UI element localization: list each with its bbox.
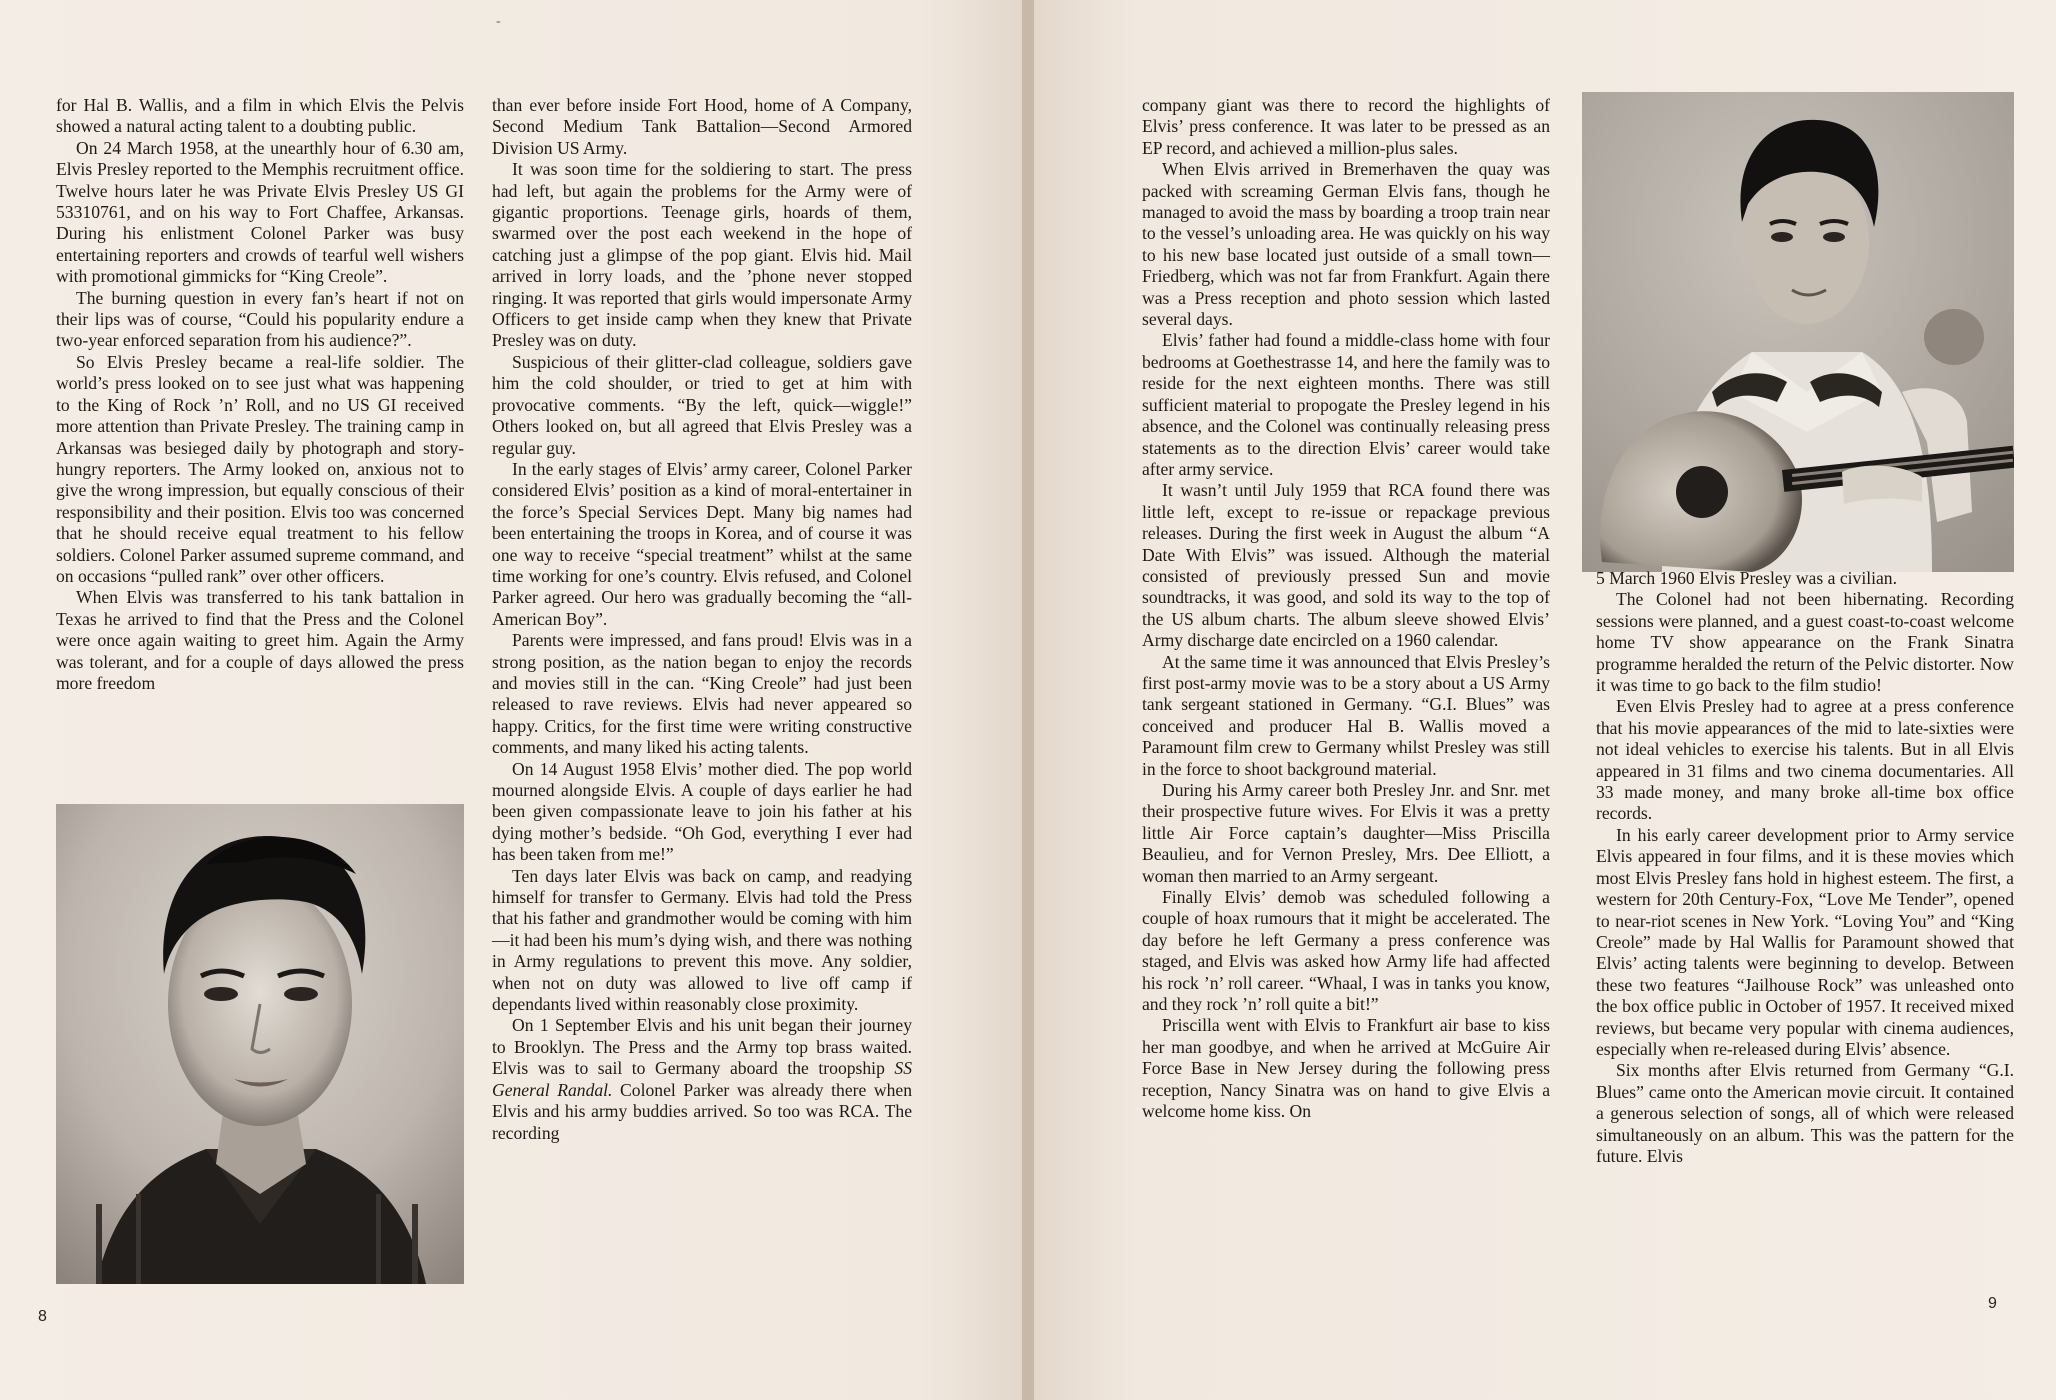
paragraph: The Colonel had not been hibernating. Recording sessions were planned, and a guest coast-to-coast welcome home TV show appearance on the Frank Sinatra programme heralded the return of the Pelvic distorter. Now it was time to go back to the film studio! xyxy=(1596,589,2014,696)
page-number: 9 xyxy=(1988,1295,1997,1312)
page-number: 8 xyxy=(38,1308,47,1325)
paragraph: It wasn’t until July 1959 that RCA found there was little left, except to re-issue or repackage previous releases. During the first week in August the album “A Date With Elvis” was issued. Although the material consisted of previously pressed Sun and movie soundtracks, it was good, and sold its way to the top of the US album charts. The album sleeve showed Elvis’ Army discharge date encircled on a 1960 calendar. xyxy=(1142,480,1550,651)
paragraph: During his Army career both Presley Jnr. and Snr. met their prospective future wives. For Elvis it was a pretty little Air Force captain’s daughter—Miss Priscilla Beaulieu, and for Vernon Presley, Mrs. Dee Elliott, a woman then married to an Army sergeant. xyxy=(1142,780,1550,886)
print-mark: - xyxy=(496,14,501,29)
paragraph: At the same time it was announced that Elvis Presley’s first post-army movie was to be a story about a US Army tank sergeant stationed in Germany. “G.I. Blues” was conceived and producer Hal B. Wallis moved a Paramount film crew to Germany whilst Presley was still in the force to shoot background material. xyxy=(1142,651,1550,779)
right-page-column-1 xyxy=(1142,95,1550,1123)
paragraph: Even Elvis Presley had to agree at a press conference that his movie appearances of the mid to late-sixties were not ideal vehicles to exercise his talents. But in all Elvis appeared in 31 films and two cinema documentaries. All 33 made money, and many broke all-time box office records. xyxy=(1596,696,2014,824)
elvis-guitar-photo xyxy=(1582,92,2014,572)
paragraph: 5 March 1960 Elvis Presley was a civilian. xyxy=(1596,568,1897,588)
paragraph: company giant was there to record the highlights of Elvis’ press conference. It was later to be pressed as an EP record, and achieved a million-plus sales. xyxy=(1142,95,1550,158)
left-page-column-2 xyxy=(492,95,912,1144)
paragraph: On 14 August 1958 Elvis’ mother died. The pop world mourned alongside Elvis. A couple of days earlier he had been given compassionate leave to join his father at his dying mother’s bedside. “Oh God, everything I ever had has been taken from me!” xyxy=(492,758,912,865)
paragraph: Finally Elvis’ demob was scheduled following a couple of hoax rumours that it might be accelerated. The day before he left Germany a press conference was staged, and Elvis was asked how Army life had affected his rock ’n’ roll career. “Whaal, I was in tanks you know, and they rock ’n’ roll quite a bit!” xyxy=(1142,887,1550,1015)
ship-name: SS General Randal. xyxy=(492,1058,912,1100)
paragraph: Six months after Elvis returned from Germany “G.I. Blues” came onto the American movie circuit. It contained a generous selection of songs, all of which were released simultaneously on an album. This was the pattern for the future. Elvis xyxy=(1596,1060,2014,1166)
paragraph: When Elvis was transferred to his tank battalion in Texas he arrived to find that the Press and the Colonel were once again waiting to greet him. Again the Army was tolerant, and for a couple of days allowed the press more freedom xyxy=(56,587,464,693)
paragraph: Ten days later Elvis was back on camp, and readying himself for transfer to Germany. Elvis had told the Press that his father and grandmother would be coming with him—it had been his mum’s dying wish, and there was nothing in Army regulations to prevent this move. Any soldier, when not on duty was allowed to live off camp if dependants lived within reasonably close proximity. xyxy=(492,865,912,1015)
left-page xyxy=(0,0,1022,1400)
paragraph: Parents were impressed, and fans proud! Elvis was in a strong position, as the nation began to enjoy the records and movies still in the can. “King Creole” had just been released to rave reviews. Elvis had never appeared so happy. Critics, for the first time were writing constructive comments, and many liked his acting talents. xyxy=(492,630,912,758)
paragraph: for Hal B. Wallis, and a film in which Elvis the Pelvis showed a natural acting talent to a doubting public. xyxy=(56,95,464,137)
paragraph xyxy=(492,1015,912,1143)
paragraph: The burning question in every fan’s heart if not on their lips was of course, “Could his popularity endure a two-year enforced separation from his audience?”. xyxy=(56,287,464,351)
paragraph: So Elvis Presley became a real-life soldier. The world’s press looked on to see just what was happening to the King of Rock ’n’ Roll, and no US GI received more attention than Private Presley. The training camp in Arkansas was besieged daily by photograph and story-hungry reporters. The Army looked on, anxious not to give the wrong impression, but equally conscious of their responsibility and their position. Elvis too was concerned that he should receive equal treatment to his fellow soldiers. Colonel Parker assumed supreme command, and on occasions “pulled rank” over other officers. xyxy=(56,351,464,586)
left-page-column-1 xyxy=(56,95,464,694)
paragraph: In his early career development prior to Army service Elvis appeared in four films, and it is these movies which most Elvis Presley fans hold in highest esteem. The first, a western for 20th Century-Fox, “Love Me Tender”, opened to near-riot scenes in New York. “Loving You” and “King Creole” made by Hal Wallis for Paramount showed that Elvis’ acting talents were beginning to develop. Between these two features “Jailhouse Rock” was unleashed onto the box office public in October of 1957. It received mixed reviews, but became very popular with cinema audiences, especially when re-released during Elvis’ absence. xyxy=(1596,824,2014,1059)
right-page xyxy=(1034,0,2056,1400)
paragraph: In the early stages of Elvis’ army career, Colonel Parker considered Elvis’ position as a kind of moral-entertainer in the force’s Special Services Dept. Many big names had been entertaining the troops in Korea, and of course it was one way to receive “special treatment” whilst at the same time working for one’s country. Elvis refused, and Colonel Parker agreed. Our hero was gradually becoming the “all-American Boy”. xyxy=(492,458,912,629)
paragraph: Priscilla went with Elvis to Frankfurt air base to kiss her man goodbye, and when he arrived at McGuire Air Force Base in New Jersey during the following press reception, Nancy Sinatra was on hand to give Elvis a welcome home kiss. On xyxy=(1142,1015,1550,1122)
paragraph-text: Colonel Parker was already there when Elvis and his army buddies arrived. So too was RCA. The recording xyxy=(492,1079,912,1143)
paragraph: than ever before inside Fort Hood, home of A Company, Second Medium Tank Battalion—Second Armored Division US Army. xyxy=(492,95,912,158)
paragraph: Elvis’ father had found a middle-class home with four bedrooms at Goethestrasse 14, and here the family was to reside for the next eighteen months. There was still sufficient material to propogate the Presley legend in his absence, and the Colonel was continually releasing press statements as to the direction Elvis’ career would take after army service. xyxy=(1142,330,1550,479)
paragraph: Suspicious of their glitter-clad colleague, soldiers gave him the cold shoulder, or tried to get at him with provocative comments. “By the left, quick—wiggle!” Others looked on, but all agreed that Elvis Presley was a regular guy. xyxy=(492,351,912,458)
paragraph: It was soon time for the soldiering to start. The press had left, but again the problems for the Army were of gigantic proportions. Teenage girls, hoards of them, swarmed over the post each weekend in the hope of catching just a glimpse of the pop giant. Elvis hid. Mail arrived in lorry loads, and the ’phone never stopped ringing. It was reported that girls would impersonate Army Officers to get inside camp when they knew that Private Presley was on duty. xyxy=(492,159,912,351)
elvis-portrait-photo xyxy=(56,804,464,1284)
paragraph: On 24 March 1958, at the unearthly hour of 6.30 am, Elvis Presley reported to the Memphis recruitment office. Twelve hours later he was Private Elvis Presley US GI 53310761, and on his way to Fort Chaffee, Arkansas. During his enlistment Colonel Parker was busy entertaining reporters and crowds of tearful well wishers with promotional gimmicks for “King Creole”. xyxy=(56,137,464,287)
paragraph: When Elvis arrived in Bremerhaven the quay was packed with screaming German Elvis fans, though he managed to avoid the mass by boarding a troop train near to the vessel’s unloading area. He was quickly on his way to his new base located just outside of a small town—Friedberg, which was not far from Frankfurt. Again there was a Press reception and photo session which lasted several days. xyxy=(1142,159,1550,330)
right-page-column-2 xyxy=(1596,568,2014,1167)
spine-gutter xyxy=(1022,0,1034,1400)
paragraph-text: On 1 September Elvis and his unit began their journey to Brooklyn. The Press and the Army top brass waited. Elvis was to sail to Germany aboard the troopship xyxy=(492,1015,912,1079)
